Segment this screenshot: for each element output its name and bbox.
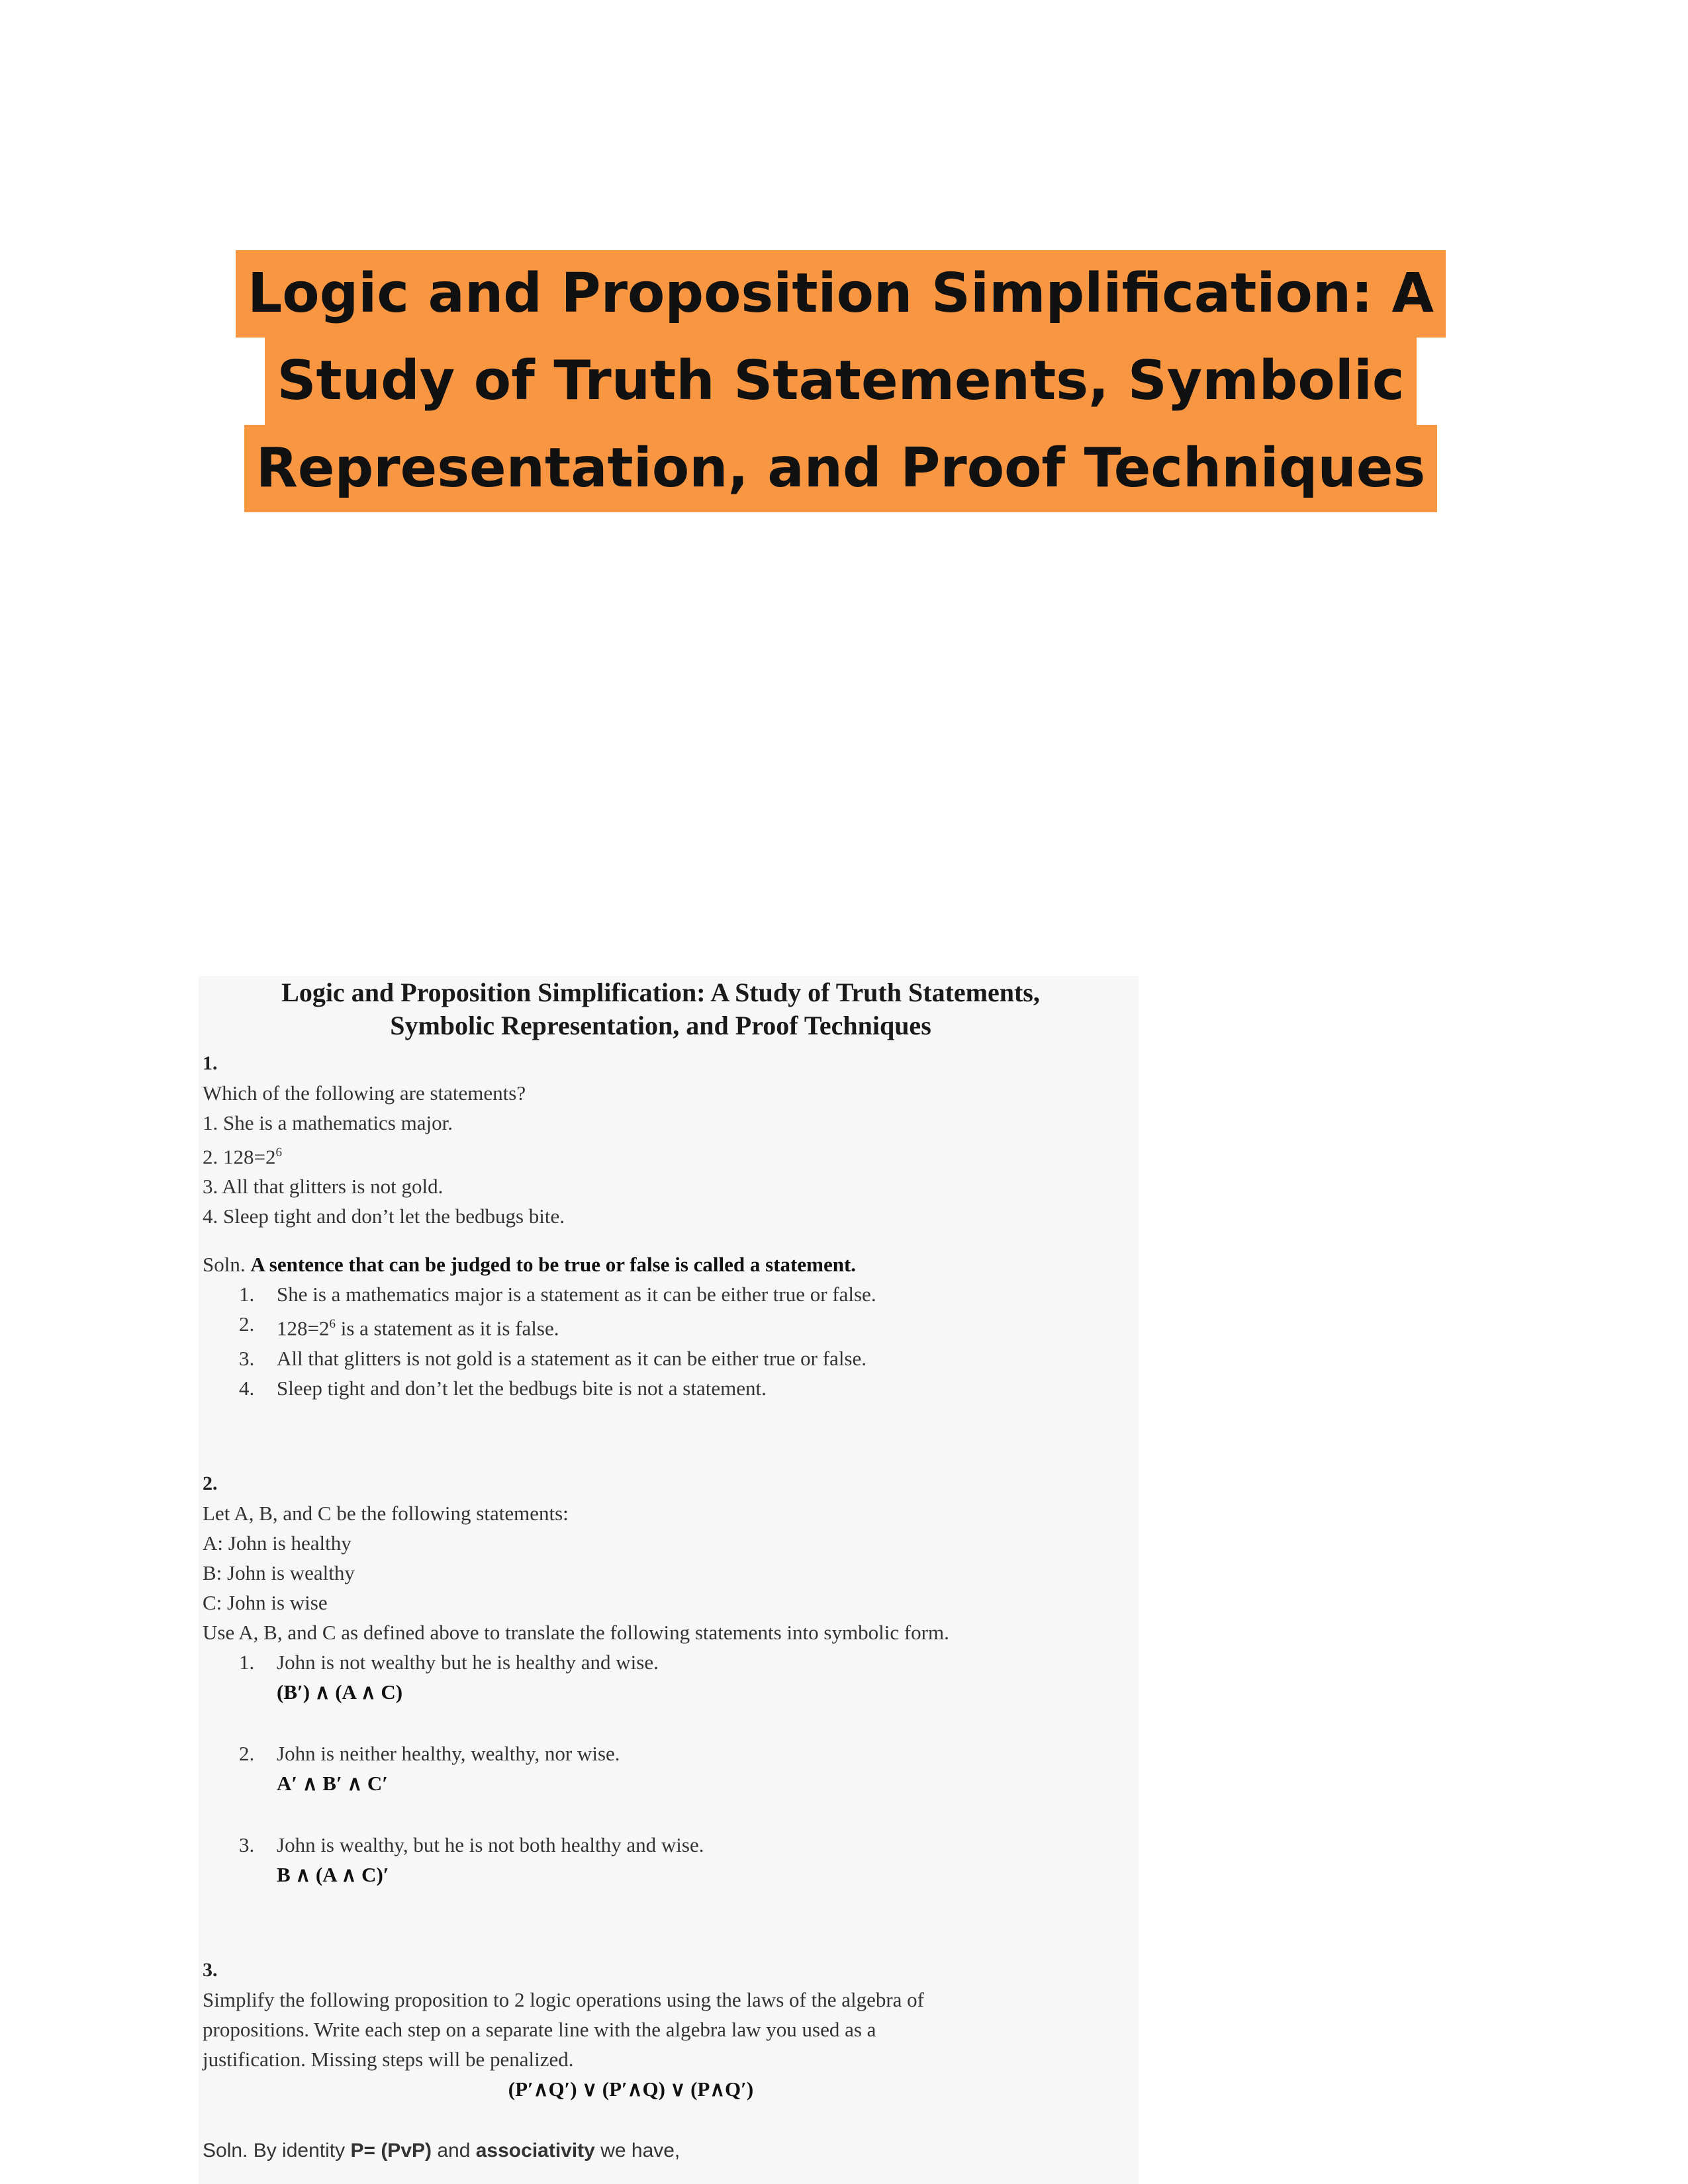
question-1-number: 1.: [203, 1052, 218, 1074]
q1-item: 3. All that glitters is not gold.: [203, 1175, 444, 1199]
q1-item: 1. She is a mathematics major.: [203, 1111, 453, 1134]
q1-item: 2. $128=2^6$: [203, 1145, 282, 1169]
document-title: Logic and Proposition Simplification: A Study of Truth Statements, Symbolic Representation, and Proof Techniques: [281, 978, 1040, 1040]
q1-answer: 2. $128=2^6$ is a statement as it is false.: [239, 1312, 559, 1340]
q3-text: Simplify the following proposition to 2 logic operations using the laws of the algebra of: [203, 1987, 924, 2011]
question-2-intro: Let A, B, and C be the following statements:: [203, 1501, 569, 1525]
q2-symbolic-answer: A′ ∧ B′ ∧ C′: [277, 1771, 388, 1795]
question-2-number: 2.: [203, 1472, 218, 1494]
q1-answer: 1. She is a mathematics major is a statement as it can be either true or false.: [239, 1283, 876, 1306]
q3-text: propositions. Write each step on a separate line with the algebra law you used as a: [203, 2017, 876, 2041]
q2-instruction: Use A, B, and C as defined above to translate the following statements into symbolic form.: [203, 1620, 949, 1644]
q2-definition: C: John is wise: [203, 1590, 328, 1614]
banner-line-2: Study of Truth Statements, Symbolic: [265, 338, 1416, 425]
q3-text: justification. Missing steps will be penalized.: [203, 2047, 574, 2071]
q3-formula: (P′∧Q′) ∨ (P′∧Q) ∨ (P∧Q′): [508, 2077, 754, 2101]
title-banner: [192, 250, 1489, 512]
scanned-document: [199, 976, 1139, 2184]
q2-item: 2. John is neither healthy, wealthy, nor wise.: [239, 1741, 620, 1765]
q1-answer: 4. Sleep tight and don’t let the bedbugs bite is not a statement.: [239, 1376, 767, 1400]
q1-solution-heading: Soln. A sentence that can be judged to be true or false is called a statement.: [203, 1253, 857, 1277]
q2-definition: A: John is healthy: [203, 1531, 352, 1555]
q2-item: 3. John is wealthy, but he is not both healthy and wise.: [239, 1833, 704, 1856]
q2-definition: B: John is wealthy: [203, 1561, 355, 1584]
banner-line-3: Representation, and Proof Techniques: [244, 425, 1438, 512]
q2-symbolic-answer: (B′) ∧ (A ∧ C): [277, 1680, 403, 1704]
q3-solution: Soln. By identity P= (PvP) and associativity we have,: [203, 2139, 680, 2161]
q2-item: 1. John is not wealthy but he is healthy and wise.: [239, 1650, 659, 1674]
question-1-prompt: Which of the following are statements?: [203, 1081, 526, 1105]
question-3-number: 3.: [203, 1958, 218, 1981]
q2-symbolic-answer: B ∧ (A ∧ C)′: [277, 1862, 389, 1886]
q1-answer: 3. All that glitters is not gold is a statement as it can be either true or false.: [239, 1346, 867, 1370]
banner-line-1: Logic and Proposition Simplification: A: [236, 250, 1446, 338]
q1-item: 4. Sleep tight and don’t let the bedbugs bite.: [203, 1205, 565, 1228]
